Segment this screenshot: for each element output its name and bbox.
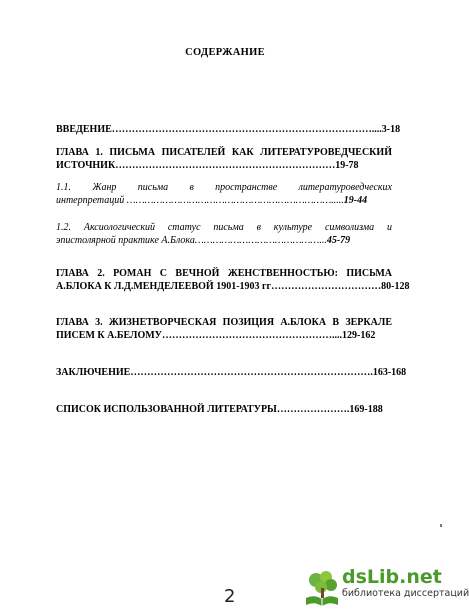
toc-page-range: 19-44 <box>343 195 368 206</box>
toc-entry-bibliography <box>56 403 392 416</box>
toc-page-range: 129-162 <box>342 330 376 341</box>
toc-entry-text: 1.1. Жанр письма в пространстве литературоведческих <box>56 182 392 193</box>
toc-entry-text: ВВЕДЕНИЕ…………………………………………………………………….... <box>56 124 382 135</box>
toc-title: СОДЕРЖАНИЕ <box>185 47 265 58</box>
toc-entry-text: СПИСОК ИСПОЛЬЗОВАННОЙ ЛИТЕРАТУРЫ…………………. <box>56 404 350 415</box>
toc-page-range: 45-79 <box>326 235 351 246</box>
toc-page-range: 3-18 <box>381 124 401 135</box>
page-number: 2 <box>224 586 236 607</box>
scan-speck <box>440 524 442 527</box>
toc-entry-text: ПИСЕМ К А.БЕЛОМУ…………………………………………….... <box>56 330 343 341</box>
watermark-site-name: dsLib.net <box>342 566 442 588</box>
site-watermark <box>302 566 469 610</box>
book-tree-logo-icon <box>302 568 342 608</box>
toc-page-range: 19-78 <box>335 160 359 171</box>
toc-page-range: 80-128 <box>381 281 410 292</box>
toc-entry-chapter-1 <box>56 146 392 172</box>
toc-entry-section-1-1 <box>56 181 392 207</box>
watermark-subtitle: библиотека диссертаций <box>342 588 469 599</box>
toc-entry-chapter-3 <box>56 316 392 342</box>
toc-entry-text: ГЛАВА 3. ЖИЗНЕТВОРЧЕСКАЯ ПОЗИЦИЯ А.БЛОКА В ЗЕРКАЛЕ <box>56 317 392 328</box>
toc-entry-conclusion <box>56 366 407 379</box>
toc-entry-text: интерпретаций ……………………………………………………………..... <box>56 195 344 206</box>
toc-page-range: 169-188 <box>349 404 383 415</box>
toc-entry-text: ГЛАВА 1. ПИСЬМА ПИСАТЕЛЕЙ КАК ЛИТЕРАТУРОВЕДЧЕСКИЙ <box>56 147 392 158</box>
watermark-text <box>342 566 469 600</box>
toc-entry-text: 1.2. Аксиологический статус письма в культуре символизма и <box>56 222 392 233</box>
toc-entry-chapter-2 <box>56 267 410 293</box>
toc-entry-text: эпистолярной практике А.Блока……………………………………... <box>56 235 327 246</box>
toc-entry-text: ГЛАВА 2. РОМАН С ВЕЧНОЙ ЖЕНСТВЕННОСТЬЮ: ПИСЬМА <box>56 268 392 279</box>
toc-entry-text: ИСТОЧНИК………………………………………………………… <box>56 160 336 171</box>
toc-entry-text: А.БЛОКА К Л.Д.МЕНДЕЛЕЕВОЙ 1901-1903 гг…………………………… <box>56 281 382 292</box>
toc-page-range: 163-168 <box>372 367 407 378</box>
toc-entry-section-1-2 <box>56 221 392 247</box>
toc-entry-text: ЗАКЛЮЧЕНИЕ………………………………………………………………. <box>56 367 373 378</box>
toc-entry-introduction <box>56 123 401 136</box>
